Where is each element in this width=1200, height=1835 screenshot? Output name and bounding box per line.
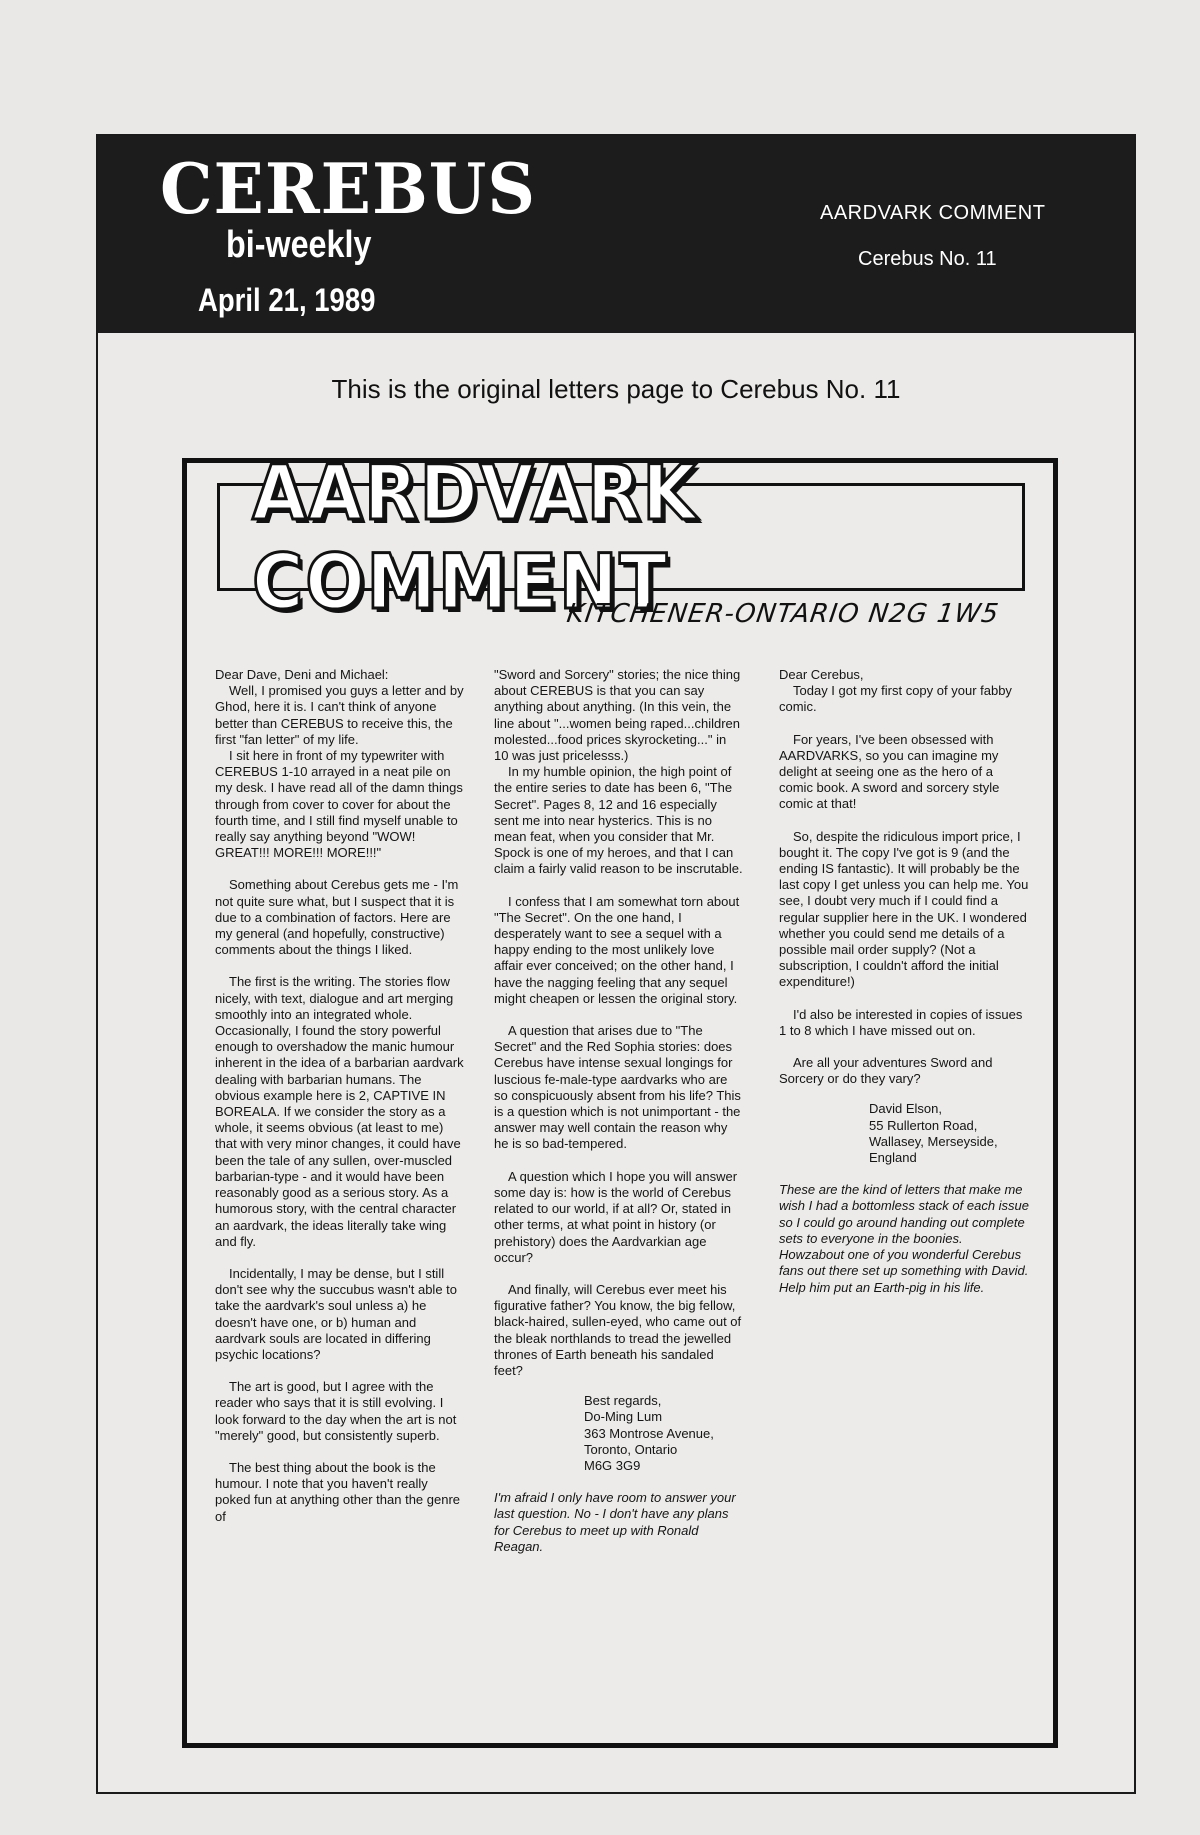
column-2 [494, 667, 744, 1555]
issue-date: April 21, 1989 [198, 282, 376, 318]
intro-line: This is the original letters page to Cerebus No. 11 [331, 374, 901, 404]
salutation: Dear Dave, Deni and Michael: [215, 667, 389, 682]
mailing-address: KITCHENER-ONTARIO N2G 1W5 [564, 599, 1002, 629]
paragraph: A question which I hope you will answer some day is: how is the world of Cerebus related to our world, if at all? Or, stated in other terms, at what point in history (or prehistory) does the Aardvarkian age occur? [494, 1168, 738, 1265]
signature-address: Wallasey, Merseyside, [869, 1133, 998, 1149]
column-1 [215, 667, 465, 1525]
paragraph: I'd also be interested in copies of issues 1 to 8 which I have missed out on. [779, 1006, 1023, 1038]
paragraph: Something about Cerebus gets me - I'm not quite sure what, but I suspect that it is due to a combination of factors. Here are my general (and hopefully, constructive) comments about the things I liked. [215, 877, 459, 958]
paragraph: A question that arises due to "The Secret" and the Red Sophia stories: does Cerebus have intense sexual longings for luscious fe-male-type aardvarks who are so conspicuously absent from his life? This is a question which is not unimportant - the answer may well contain the reason why he is so bad-tempered. [494, 1023, 741, 1152]
issue-number: Cerebus No. 11 [858, 248, 997, 270]
paragraph: The first is the writing. The stories flow nicely, with text, dialogue and art merging smoothly into an integrated whole. Occasionally, I found the story powerful enough to overshadow the manic humour inherent in the idea of a barbarian aardvark dealing with barbarian humans. The obvious example here is 2, CAPTIVE IN BOREALA. If we consider the story as a whole, it seems obvious (at least to me) that with very minor changes, it could have been the tale of any sullen, over-muscled barbarian-type - and it would have been reasonably good as a serious story. As a humorous story, with the central character an aardvark, the ideas literally take wing and fly. [215, 974, 464, 1249]
letters-panel [182, 448, 1058, 1748]
paragraph: I confess that I am somewhat torn about "The Secret". On the one hand, I desperately want to see a sequel with a happy ending to the most unlikely love affair ever conceived; on the other hand, I have the nagging feeling that any sequel might cheapen or lessen the original story. [494, 893, 740, 1006]
signature-address: England [869, 1150, 917, 1166]
editor-reply: I'm afraid I only have room to answer your last question. No - I don't have any plans for Cerebus to meet up with Ronald Reagan. [494, 1490, 736, 1554]
paragraph: "Sword and Sorcery" stories; the nice thing about CEREBUS is that you can say anything about anything. (In this vein, the line about "...women being raped...children molested...food prices skyrocketing..." in 10 was just pricelesss.) [494, 667, 741, 764]
paragraph: So, despite the ridiculous import price, I bought it. The copy I've got is 9 (and the ending IS fantastic). It will probably be the last copy I get unless you can help me. You see, I doubt very much if I could find a regular supplier here in the UK. I wondered whether you could send me details of a possible mail order supply? (Not a subscription, I couldn't afford the initial expenditure!) [779, 828, 1029, 990]
editor-reply: These are the kind of letters that make me wish I had a bottomless stack of each issue so I could go around handing out complete sets to everyone in the boonies. Howzabout one of you wonderful Cerebus fans out there set up something with David. Help him put an Earth-pig in his life. [779, 1182, 1030, 1295]
paragraph: Today I got my first copy of your fabby comic. [779, 683, 1012, 715]
signature-address: 55 Rullerton Road, [869, 1117, 978, 1133]
signature-name: David Elson, [869, 1101, 942, 1117]
signature-address: Toronto, Ontario [584, 1441, 678, 1457]
cerebus-logo: CEREBUS [160, 148, 536, 230]
paragraph: Are all your adventures Sword and Sorcery or do they vary? [779, 1055, 993, 1087]
header-band [98, 136, 1134, 333]
paragraph: In my humble opinion, the high point of the entire series to date has been 6, "The Secret". Pages 8, 12 and 16 especially sent me into near hysterics. This is no mean feat, when you consider that Mr. Spock is one of my heroes, and that I can claim a fairly valid reason to be inscrutable. [494, 764, 743, 877]
paragraph: Incidentally, I may be dense, but I still don't see why the succubus wasn't able to take the aardvark's soul unless a) he doesn't have one, or b) human and aardvark souls are located in differing psychic locations? [215, 1265, 457, 1362]
paragraph: Well, I promised you guys a letter and by Ghod, here it is. I can't think of anyone better than CEREBUS to receive this, the first "fan letter" of my life. [215, 683, 464, 747]
banner-title: AARDVARK COMMENT [252, 448, 699, 626]
signature-name: Do-Ming Lum [584, 1409, 663, 1425]
column-3 [779, 667, 1029, 1296]
paragraph: For years, I've been obsessed with AARDVARKS, so you can imagine my delight at seeing one as the hero of a comic book. A sword and sorcery style comic at that! [779, 731, 1000, 812]
paragraph: The best thing about the book is the humour. I note that you haven't really poked fun at anything other than the genre of [215, 1459, 461, 1524]
paragraph: And finally, will Cerebus ever meet his figurative father? You know, the big fellow, black-haired, sullen-eyed, who came out of the bleak northlands to tread the jewelled thrones of Earth beneath his sandaled feet? [494, 1281, 742, 1378]
signature-address: M6G 3G9 [584, 1457, 641, 1473]
paragraph: I sit here in front of my typewriter with CEREBUS 1-10 arrayed in a neat pile on my desk. I have read all of the damn things through from cover to cover for about the fourth time, and I still find myself unable to really say anything beyond "WOW! GREAT!!! MORE!!! MORE!!!" [215, 748, 463, 861]
section-name: AARDVARK COMMENT [820, 202, 1046, 224]
paragraph: The art is good, but I agree with the reader who says that it is still evolving. I look forward to the day when the art is not "merely" good, but consistently superb. [215, 1379, 457, 1443]
subtitle: bi-weekly [226, 224, 372, 266]
signature-address: 363 Montrose Avenue, [584, 1425, 714, 1441]
page-frame [96, 134, 1136, 1794]
closing: Best regards, [584, 1393, 662, 1409]
salutation: Dear Cerebus, [779, 667, 864, 682]
